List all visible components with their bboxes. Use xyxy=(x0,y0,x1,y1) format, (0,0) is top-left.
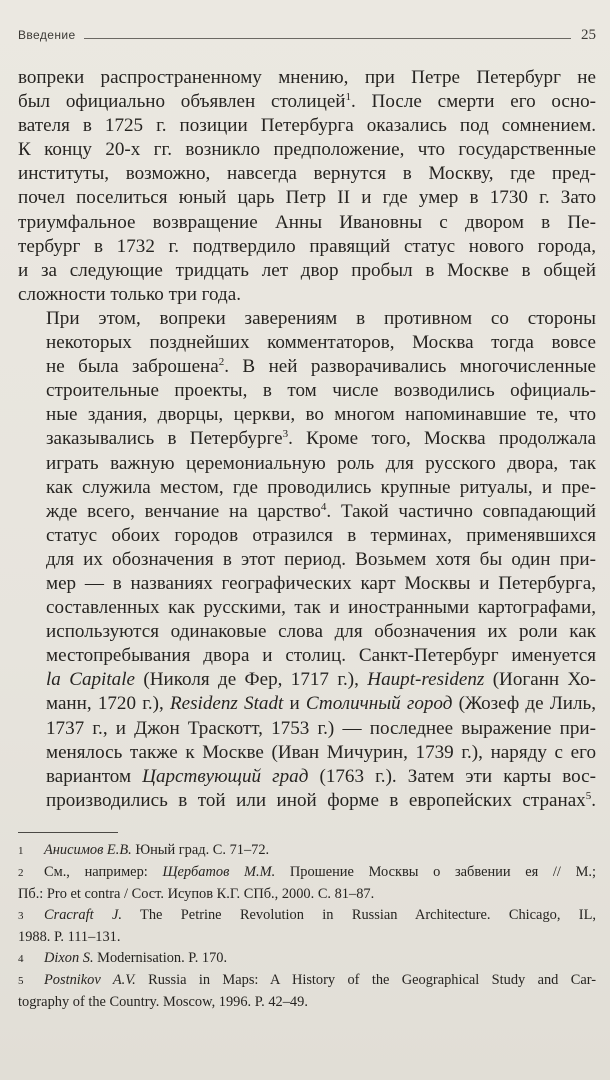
footnote-1 xyxy=(18,840,596,862)
text-line: менялось также к Москве (Иван Мичурин, 1739 г.), наряду с его xyxy=(46,741,596,763)
text-line: жде всего, венчание на царство$^4$. Такой частично совпадающий xyxy=(46,500,596,522)
footnote-text: Cracraft J. The Petrine Revolution in Russian Architecture. Chicago, IL, xyxy=(44,907,596,923)
footnote-number: 3 xyxy=(18,910,24,922)
text-line: ные здания, дворцы, церкви, во многом напоминавшие те, что xyxy=(46,404,596,426)
footnote-text: Dixon S. Modernisation. P. 170. xyxy=(44,950,228,966)
text-line: используются одинаковые слова для обозначения их роли как xyxy=(46,621,596,643)
text-line: для их обозначения в этот период. Возьмем хотя бы один при- xyxy=(46,548,596,570)
text-line: la Capitale (Николя де Фер, 1717 г.), Haupt-residenz (Иоганн Хо- xyxy=(46,669,596,691)
footnotes xyxy=(18,840,596,1013)
text-line: не была заброшена$^2$. В ней разворачивались многочисленные xyxy=(46,356,596,378)
text-line: 1737 г., и Джон Траскотт, 1753 г.) — последнее выражение при- xyxy=(46,717,596,739)
footnote-text: См., например: Щербатов М.М. Прошение Москвы о забвении ея // М.; xyxy=(44,864,596,880)
text-line: сложности только три года. xyxy=(18,283,241,305)
text-line: и за следующие тридцать лет двор пробыл в Москве в общей xyxy=(18,259,596,281)
footnote-text: 1988. P. 111–131. xyxy=(18,929,121,945)
text-line: как служила местом, где проводились крупные ритуалы, и пре- xyxy=(46,476,596,498)
footnote-number: 1 xyxy=(18,845,24,857)
text-line: статус обоих городов отразился в терминах, применявшихся xyxy=(46,524,596,546)
footnote-number: 4 xyxy=(18,953,24,965)
footnote-4 xyxy=(18,948,596,970)
text-line: строительные проекты, в том числе возводились официаль- xyxy=(46,380,596,402)
footnote-text: Пб.: Pro et contra / Сост. Исупов К.Г. СПб., 2000. С. 81–87. xyxy=(18,886,375,902)
footnote-text: Postnikov A.V. Russia in Maps: A History of the Geographical Study and Car- xyxy=(44,972,597,988)
text-line: производились в той или иной форме в европейских странах$^5$. xyxy=(46,789,596,811)
text-line: некоторых позднейших комментаторов, Москва тогда вовсе xyxy=(46,332,596,354)
chapter-title: Введение xyxy=(18,28,76,42)
text-line: К концу 20-х гг. возникло предположение, что государственные xyxy=(18,139,596,161)
text-line: вопреки распространенному мнению, при Петре Петербург не xyxy=(18,67,596,88)
footnote-number: 2 xyxy=(18,867,24,879)
paragraph-1 xyxy=(18,66,596,307)
footnote-text: tography of the Country. Moscow, 1996. P. 42–49. xyxy=(18,994,308,1010)
footnote-number: 5 xyxy=(18,975,24,987)
running-head xyxy=(18,22,596,44)
page-number: 25 xyxy=(581,27,596,43)
footnote-5 xyxy=(18,970,596,1013)
footnote-3 xyxy=(18,905,596,948)
text-line: При этом, вопреки заверениям в противном со стороны xyxy=(46,307,596,329)
paragraph-2 xyxy=(18,307,596,813)
text-line: играть важную церемониальную роль для русского двора, так xyxy=(46,452,596,474)
text-line: составленных как русскими, так и иностранными картографами, xyxy=(46,597,596,619)
footnote-separator xyxy=(18,832,118,833)
text-line: институты, возможно, навсегда вернутся в Москву, где пред- xyxy=(18,163,596,185)
footnote-2 xyxy=(18,862,596,905)
text-line: местопребывания двора и столиц. Санкт-Петербург именуется xyxy=(46,645,596,667)
text-line: был официально объявлен столицей$^1$. После смерти его осно- xyxy=(18,91,596,113)
main-text xyxy=(18,66,596,813)
text-line: манн, 1720 г.), Residenz Stadt и Столичный город (Жозеф де Лиль, xyxy=(46,693,596,715)
text-line: вателя в 1725 г. позиции Петербурга оказались под сомнением. xyxy=(18,115,596,137)
text-line: мер — в названиях географических карт Москвы и Петербурга, xyxy=(46,572,596,594)
footnote-text: Анисимов Е.В. Юный град. С. 71–72. xyxy=(44,842,270,858)
text-line: тербург в 1732 г. подтвердило правящий статус нового города, xyxy=(18,235,596,257)
text-line: вариантом Царствующий град (1763 г.). Затем эти карты вос- xyxy=(46,765,596,787)
text-line: почел поселиться юный царь Петр II и где умер в 1730 г. Зато xyxy=(18,187,596,209)
header-rule xyxy=(84,38,571,39)
text-line: триумфальное возвращение Анны Ивановны с двором в Пе- xyxy=(18,211,596,233)
text-line: заказывались в Петербурге$^3$. Кроме того, Москва продолжала xyxy=(46,428,597,450)
